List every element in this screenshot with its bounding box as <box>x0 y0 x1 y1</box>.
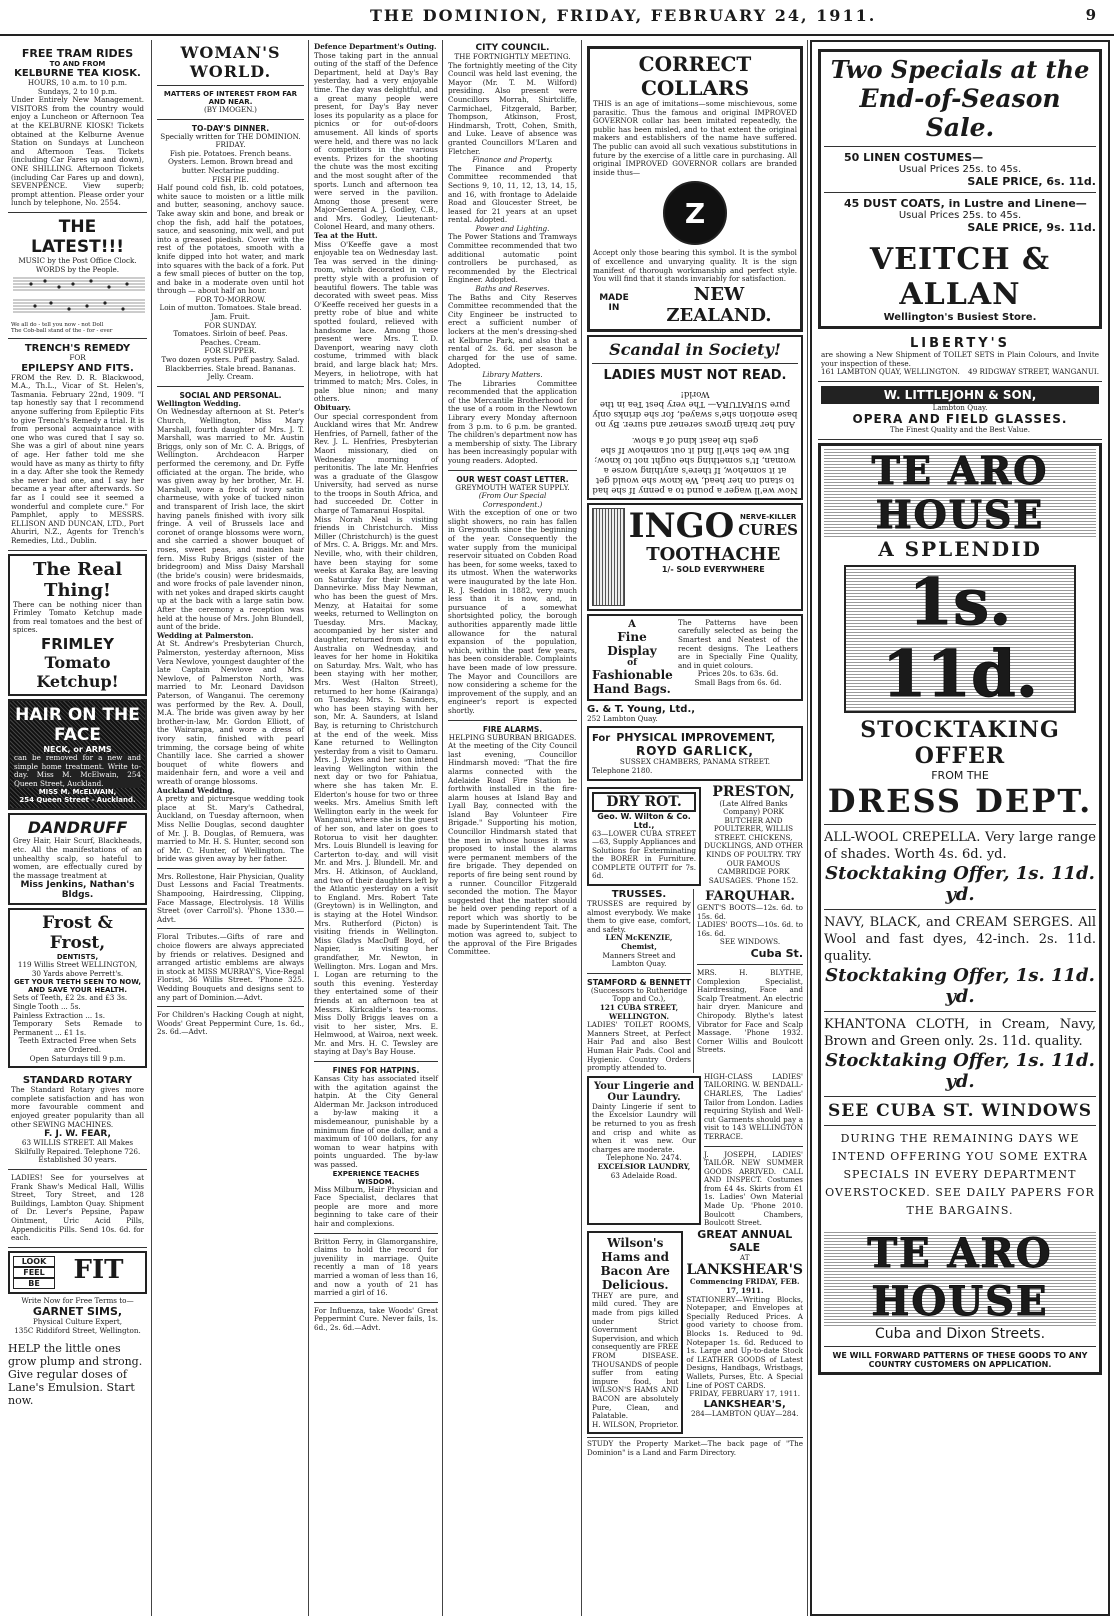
latest-words: WORDS by the People. <box>35 264 120 274</box>
handbags-right <box>678 619 798 696</box>
sale-address: 284—LAMBTON QUAY—284. <box>691 1408 799 1418</box>
frost-painless: Painless Extraction ... 1s. <box>13 1010 105 1020</box>
preston-body: (Late Alfred Banks Company) PORK BUTCHER AND POULTERER, WILLIS STREET. CHICKENS, DUCKLINGS, AND OTHER KINDS OF POULTRY. TRY OUR FAMOUS CAMBRIDGE PORK SAUSAGES. 'Phone 152. <box>704 798 803 885</box>
masthead <box>0 0 1114 36</box>
music-caption-1: We all do - tell you now - not Doll <box>11 322 104 329</box>
bags-small: Small Bags from 6s. 6d. <box>694 677 782 687</box>
sale-at: AT <box>739 1252 750 1262</box>
stamford-address: 121 CUBA STREET, WELLINGTON. <box>599 1003 679 1021</box>
fish-pie-heading: FISH PIE. <box>212 174 249 184</box>
frimley-ad <box>8 554 147 696</box>
ingo-ad <box>587 503 803 611</box>
collars-body: THIS is an age of imitations—some mischievous, some parasitic. Thus the famous and original IMPROVED GOVERNOR collar has been imitated repeatedly, the public has been misled, and to that extent the original makers and establishers of the name have suffered. The public can avoid all such vexatious substitutions in future by the exercise of a little care in purchasing. All original IMPROVED GOVERNOR collars are branded inside thus— <box>593 99 797 177</box>
ladies-medical-ad: LADIES! See for yourselves at Frank Shaw's Medical Hall, Willis Street, Tory Street, and 128 Buildings, Lambton Quay. Shipment of Dr. Lever's Pepsine, Papaw Ointment, Uric Acid Pills, Appendicitis Pills. Send 10s. 6d. for each. <box>8 1170 147 1248</box>
column-6-advertisements <box>810 40 1110 1616</box>
tomorrow-heading: FOR TO-MORROW. <box>195 294 266 304</box>
fit-address: 135C Riddiford Street, Wellington. <box>14 1325 141 1335</box>
littlejohn-sub: The Finest Quality and the Best Value. <box>889 425 1031 435</box>
trench-title: TRENCH'S REMEDY <box>24 343 131 355</box>
hatpins-heading: FINES FOR HATPINS. <box>332 1066 420 1076</box>
page-number: 9 <box>1085 6 1096 24</box>
council-heading: CITY COUNCIL. <box>475 43 550 53</box>
hair-name: MISS M. McELWAIN, <box>38 788 117 797</box>
liberty-addresses <box>821 368 1099 377</box>
column-5-advertisements <box>583 40 808 1616</box>
handbags-ad <box>587 614 803 701</box>
remaining-days: DURING THE REMAINING DAYS WE INTEND OFFERING YOU SOME EXTRA SPECIALS IN EVERY DEPARTMENT OVERSTOCKED. SEE DAILY PAPERS FOR THE BARGAINS. <box>825 1131 1095 1217</box>
study-property: STUDY the Property Market—The back page of "The Dominion" is a Land and Farm Directory. <box>587 1439 803 1457</box>
column-4-city-council <box>444 40 582 1616</box>
friday-heading: FRIDAY. <box>215 140 246 150</box>
bags-address: 252 Lambton Quay. <box>587 713 658 723</box>
dandruff-body: Grey Hair, Hair Scurf, Blackheads, etc. All the manifestations of an unhealthy scalp, so hateful to women, are effectually cured by the massage treatment at <box>13 836 142 880</box>
personal-notes: Miss Norah Neal is visiting friends in Christchurch. Miss Miller (Christchurch) is the guest of Mrs. C. A. Briggs. Mr. and Mrs. Neville, who, with their children, have been staying for some weeks at Karaka Bay, are leaving on Saturday for their home at Dannevirke. Miss May Newman, who has been the guest of Mrs. Menzy, at Hataitai for some weeks, returned to Wellington on Tuesday. Mrs. Mackay, accompanied by her sister and daughter, returned from a visit to Australia on Wednesday, and leaves for her home in Hokitika on Saturday. Mrs. Walt, who has been staying with her mother, Mrs. West (Halton Street), returned to her home (Kairanga) on Tuesday. Mrs. S. Saunders, who has been staying with her son, Mr. A. Saunders, at Island Bay, is returning to Christchurch at the end of the week. Miss Kane returned to Wellington yesterday from a visit to Oamaru. Mrs. J. Dykes and her son intend leaving Wellington within the next day or two for Pahiatua, where she has taken Mr. E. Elderton's house for two or three weeks. Mrs. Amelius Smith left Wellington early in the week for Wanganui, where she is the guest of her son, and later on goes to Rotorua to visit her daughter. Mrs. Louis Blundell is leaving for Carterton to-day, and will visit Mr. and Mrs. J. Blundell. Mr. and Mrs. H. Atkinson, of Auckland, and two of their daughters left by the Atlantic yesterday on a visit to England. Mrs. Robert Tate (Greytown) is in Wellington, and is staying at the Hotel Windsor. Mrs. Rutherford (Picton) is visiting friends in Wellington. Miss Gladys MacDuff Boyd, of Napier, is visiting her grandfather, Mr. Newton, in Wellington. Mrs. Logan and Mrs. I. Logan are returning to the south this evening. Yesterday they entertained some of their friends at an afternoon tea at Messrs. Kirkcaldie's tea-rooms. Miss Dolly Briggs leaves on a visit to her sister, Mrs. E. Helmwood, at Wairoa, next week. Mr. and Mrs. H. C. Tewsley are staying at Day's Bay House. <box>314 514 438 1057</box>
hair-address: 254 Queen Street - Auckland. <box>19 796 136 805</box>
floral-advt: Floral Tributes.—Gifts of rare and choice flowers are always appreciated by friends or relatives. Designed and arranged artistic emblems are always in stock at MISS MURRAY'S, Vice-Regal Florist, 36 Willis Street. 'Phone 325. Wedding Bouquets and designs sent to any part of Dominion.—Advt. <box>157 932 304 1002</box>
collars-logo-wrap <box>593 181 797 245</box>
lingerie-address: 63 Adelaide Road. <box>610 1170 678 1180</box>
te-aro-title-2: TE ARO HOUSE <box>824 1230 1096 1326</box>
council-sub: THE FORTNIGHTLY MEETING. <box>454 52 571 61</box>
scandal-title: Scandal in Society! <box>609 339 781 359</box>
bags-fine: Fine Display <box>607 629 657 658</box>
collars-title: CORRECT COLLARS <box>638 52 752 100</box>
frost-dentist-ad <box>8 908 147 1068</box>
britton-ferry: Britton Ferry, in Glamorganshire, claims to hold the record for juvenility in marriage. Quite recently a man of 18 years married a woman of less than 16, and now a youth of 21 has married a girl of 16. <box>314 1236 438 1298</box>
fire-sub: HELPING SUBURBAN BRIGADES. <box>448 732 577 742</box>
collars-made <box>593 284 797 326</box>
new-zealand-label: NEW ZEALAND. <box>666 283 772 326</box>
dust-sale: SALE PRICE, 9s. 11d. <box>967 221 1096 234</box>
dinner-heading: TO-DAY'S DINNER. <box>191 123 270 133</box>
sale-body: STATIONERY—Writing Blocks, Notepaper, and Envelopes at Specially Reduced Prices. A good variety to choose from. Blocks 1s. Reduced to 9d. Notepaper 1s. 6d. Reduced to 1s. Large and Up-to-date Stock of LEATHER GOODS of Latest Designs, Handbags, Wristbags, Wallets, Purses, Etc. A Special Line of POST CARDS. <box>686 1294 803 1390</box>
physical-name: ROYD GARLICK, <box>636 744 754 759</box>
linen-sale: SALE PRICE, 6s. 11d. <box>967 175 1096 188</box>
real-thing-body: There can be nothing nicer than Frimley Tomato Ketchup made from real tomatoes and the best of spices. <box>13 599 142 635</box>
fish-pie-body: Half pound cold fish, lb. cold potatoes, white sauce to moisten or a little milk and butter, seasoning, anchovy sauce. Take away skin and bone, and break or chop the fish, add half the potatoes, sauce, and seasoning, mix well, and put into a greased piedish. Cover with the rest of the potatoes, smooth with a knife dipped into hot water, and mark into squares with the back of a fork. Put a few small pieces of butter on the top, and bake in a moderate oven until hot through — about half an hour. <box>157 183 304 296</box>
governor-logo-letter: Z <box>684 196 706 230</box>
tram-title: FREE TRAM RIDES <box>21 47 134 60</box>
womans-world-title: WOMAN'S WORLD. <box>180 43 281 81</box>
liberty-title: LIBERTY'S <box>910 336 1010 351</box>
sale-friday: FRIDAY, FEBRUARY 17, 1911. <box>689 1389 801 1399</box>
hutt-body: Miss O'Keeffe gave a most enjoyable tea on Wednesday last. Tea was served in the dining-room, which decorated in very pretty style with a profusion of beautiful flowers. The table was decorated with sweet peas. Miss O'Keeffe received her guests in a pretty robe of blue and white spotted foulard, relieved with handsome lace. Among those present were Mrs. T. D. Davenport, wearing navy cloth costume, trimmed with black braid, and large black hat; Mrs. Meyers, in heliotrope, with hat trimmed to match; Mrs. Coles, in pale blue ninon; and many others. <box>314 239 438 404</box>
experience-body: Miss Milburn, Hair Physician and Face Specialist, declares that people are more and more beginning to take care of their hair and complexions. <box>314 1184 438 1228</box>
trusses-name: LEN McKENZIE, Chemist, <box>605 933 673 952</box>
made-in-label: MADE IN <box>599 292 629 313</box>
physical-ad <box>587 726 803 780</box>
linen-title: 50 LINEN COSTUMES— <box>844 151 984 164</box>
power-body: The Power Stations and Tramways Committee recommended that two additional automatic point controllers be purchased, as recommended by the Electrical Engineer. Adopted. <box>448 232 577 285</box>
bags-a: A <box>628 618 636 630</box>
fit-look: LOOK <box>13 1256 55 1267</box>
lingerie-tel: Telephone No. 2474. <box>606 1153 682 1163</box>
trusses-farquhar-row <box>587 889 803 1073</box>
crepella-text: ALL-WOOL CREPELLA. Very large range of shades. Worth 4s. 6d. yd. <box>824 829 1096 862</box>
liberty-ad <box>818 332 1102 382</box>
lingerie-title: Your Lingerie and Our Laundry. <box>593 1080 695 1103</box>
farquhar-street: Cuba St. <box>750 947 803 961</box>
serges-text: NAVY, BLACK, and CREAM SERGES. All Wool and fast dyes, 42-inch. 2s. 11d. quality. <box>824 914 1096 964</box>
lankshear-ad <box>686 1228 803 1438</box>
fit-left <box>13 1256 55 1289</box>
supper-heading: FOR SUPPER. <box>204 346 257 356</box>
stamford-title: STAMFORD & BENNETT <box>587 977 691 987</box>
hair-ad <box>8 699 147 810</box>
rollestone-advt: Mrs. Rollestone, Hair Physician, Quality Dust Lessons and Facial Treatments. Shampooing, Hairdressing, Clipping, Face Massage, Electrolysis. 18 Willis Street (over Carroll's). 'Phone 1330.—Advt. <box>157 871 304 924</box>
fit-ad <box>8 1251 147 1294</box>
frost-dentists: DENTISTS, <box>56 953 99 962</box>
two-specials: Two Specials at the <box>830 55 1090 84</box>
obituary-heading: Obituary. <box>314 402 351 412</box>
rotary-body: The Standard Rotary gives more complete satisfaction and has won more favourable comment and enjoyed greater popularity than all other SEWING MACHINES. <box>11 1085 144 1129</box>
trench-ad <box>8 339 147 550</box>
tram-hours: HOURS, 10 a.m. to 10 p.m. Sundays, 2 to 10 p.m. <box>27 78 128 96</box>
dinner-written: Specially written for THE DOMINION. <box>160 131 301 141</box>
littlejohn-title: W. LITTLEJOHN & SON, <box>821 386 1099 404</box>
from-the: FROM THE <box>931 768 989 782</box>
trench-sub: EPILEPSY AND FITS. <box>21 362 134 374</box>
ingo-toothache: TOOTHACHE <box>646 543 781 565</box>
farquhar-title: FARQUHAR. <box>705 889 795 905</box>
fit-name: GARNET SIMS, <box>32 1305 123 1319</box>
dryrot-title: DRY ROT. <box>592 792 696 812</box>
children-cough-advt: For Children's Hacking Cough at night, Woods' Great Peppermint Cure, 1s. 6d., 2s. 6d.—Advt. <box>157 1010 304 1037</box>
khantona-text: KHANTONA CLOTH, in Cream, Navy, Brown and Green only. 2s. 11d. quality. <box>824 1016 1096 1049</box>
ingo-nerve: NERVE-KILLER <box>739 512 797 521</box>
governor-logo-icon <box>663 181 727 245</box>
te-aro-ad <box>818 443 1102 1375</box>
dryrot-preston-row <box>587 784 803 890</box>
ingo-stack <box>738 513 798 539</box>
greymouth-body: With the exception of one or two slight showers, no rain has fallen in Greymouth since the beginning of the year. Consequently the water supply from the municipal reservoir situated on Cobden Road has been, for some weeks, taxed to its utmost. When the waterworks were inaugurated by the late Hon. R. J. Seddon in 1882, very much less than it is now, and, in pursuance of a somewhat shortsighted policy, the borough authorities apparently made little allowance for the natural expansion of the population, which, within the past few years, has been considerable. Complaints have been made of low pressure. The Mayor and Councillors are now considering a scheme for the improvement of the supply, and an engineer's report is expected shortly. <box>448 508 577 715</box>
palmerston-wedding-heading: Wedding at Palmerston. <box>157 630 254 640</box>
collars-ad <box>587 46 803 332</box>
littlejohn-ad <box>818 382 1102 440</box>
dryrot-ad <box>587 787 701 887</box>
linen-usual: Usual Prices 25s. to 45s. <box>898 164 1022 175</box>
liberty-body: are showing a New Shipment of TOILET SETS in Plain Colours, and Invite your inspection of these. <box>821 350 1099 368</box>
frimley-brand: FRIMLEY <box>41 634 114 653</box>
end-season-ad <box>818 49 1102 329</box>
physical-title: PHYSICAL IMPROVEMENT, <box>616 731 776 745</box>
fit-word: FIT <box>73 1254 124 1285</box>
library-body: The Libraries Committee recommended that the application of the Mercantile Brotherhood for the use of a room in the Newtown Library every Monday afternoon from 3 p.m. to 6 p.m. be granted. The children's department now has a membership of sixty. The Library has been increasingly popular with young readers. Adopted. <box>448 378 578 465</box>
fire-body: At the meeting of the City Council last evening, Councillor Hindmarsh moved: "That the fire alarms connected with the Adelaide Road Fire Station be forthwith installed in the fire-alarm houses at Island Bay and Lyall Bay, connected with the Island Bay Volunteer Fire Brigade." Supporting his motion, Councillor Hindmarsh stated that the men in whose houses it was proposed to install the alarms were permanent members of the fire brigade. They depended on reports of fire being sent round by a runner. Councillor Fitzgerald seconded the motion. The Mayor suggested that the matter should be held over pending report of a report which was shortly to be made by Superintendent Tait. The motion was agreed to, subject to the approval of the Fire Brigades Committee. <box>448 741 577 957</box>
physical-line <box>592 731 798 744</box>
lingerie-body: Dainty Lingerie if sent to the Excelsior Laundry will be returned to you as fresh and crisp and white as when it was new. Our charges are moderate. <box>592 1101 696 1154</box>
frost-open: Open Saturdays till 9 p.m. <box>29 1053 126 1063</box>
handbags-left <box>592 619 672 696</box>
column-1-advertisements <box>4 40 152 1616</box>
scandal-ad <box>587 335 803 500</box>
council-body: The fortnightly meeting of the City Council was held last evening, the Mayor (Mr. T. M. Wilford) presiding. Also present were Councillors Morrah, Shirtcliffe, Carmichael, Fitzgerald, Barber, Thompson, Atkinson, Frost, Hindmarsh, Trott, Cohen, Smith, and Luke. Leave of absence was granted Councillors M'Laren and Fletcher. <box>448 60 577 156</box>
frost-sets: Sets of Teeth, £2 2s. and £3 3s. <box>13 993 128 1003</box>
power-heading: Power and Lighting. <box>475 223 550 233</box>
trench-body: FROM the Rev. D. R. Blackwood, M.A., Th.L., Vicar of St. Helen's, Tasmania. February 22nd, 1909. "I tap honestly say that I recommend anyone suffering from Epileptic Fits to give Trench's Remedy a trial. It is from personal acquaintance with one who was cured that I say so. She was a girl of about nine years of age. Her father told me she would have as many as thirty to fifty in a day. After she took the Remedy she never had one, and I say her became a year after afterwards. So far as I could see it seemed a wonderful and complete cure." For Pamphlet, apply to MESSRS. ELLISON AND DUNCAN, LTD., Port Ahuriri, N.Z., Agents for Trench's Remedies, Ltd., Dublin. <box>11 372 144 545</box>
physical-for: For <box>592 733 611 745</box>
frost-title: Frost & Frost, <box>42 913 113 954</box>
ketchup-title: Tomato Ketchup! <box>36 652 119 691</box>
khantona-offer: Stocktaking Offer, 1s. 11d. yd. <box>825 1049 1095 1092</box>
womans-world-subtitle: MATTERS OF INTEREST FROM FAR AND NEAR. <box>163 90 298 106</box>
latest-ad <box>8 213 147 339</box>
hatpins-body: Kansas City has associated itself with the agitation against the hatpin. At the City General Alderman Mr. Jackson introduced a by-law making it a misdemeanour, punishable by a minimum fine of one dollar, and a maximum of 100 dollars, for any woman to wear hatpins with points unguarded. The by-law was passed. <box>314 1074 438 1169</box>
bags-body: The Patterns have been carefully selected as being the Smartest and Neatest of the recent designs. The Leathers are in Specially Fine Quality, and in quiet colours. <box>678 617 798 670</box>
supper-body: Two dozen oysters. Puff pastry. Salad. Blackberries. Stale bread. Bananas. Jelly. Cream. <box>161 355 300 382</box>
west-coast-heading: OUR WEST COAST LETTER. <box>456 474 569 484</box>
column-3-social <box>310 40 443 1616</box>
wellington-wedding-body: On Wednesday afternoon at St. Peter's Church, Wellington, Miss Mary Marshall, fourth daughter of Mrs. J. T. Marshall, was married to Mr. Austin Briggs, only son of Mr. C. A. Briggs, of Wellington. Archdeacon Harper performed the ceremony, and Dr. Fyffe officiated at the organ. The bride, who was given away by her brother, Mr. H. Marshall, wore a frock of ivory satin charmeuse, with yoke of tucked ninon and transparent of Irish lace, the skirt having panels finished with ivory silk fringe. A veil of Brussels lace and coronet of orange blossoms were worn, and she carried a shower bouquet of roses, sweet peas, and maiden hair fern. Miss Ruby Briggs (sister of the bridegroom) and Miss Daisy Marshall (the bride's cousin) were bridesmaids, and wore frocks of pale lavender ninon, with net yokes and draped skirts caught up at the back with a large satin bow. After the ceremony a reception was held at the house of Mrs. John Blundell, aunt of the bride. <box>157 407 304 632</box>
veitch-allan: VEITCH & ALLAN <box>869 242 1051 312</box>
dust-title: 45 DUST COATS, in Lustre and Linene— <box>844 197 1087 210</box>
womans-world-byline: (BY IMOGEN.) <box>204 105 257 114</box>
frost-address: 119 Willis Street WELLINGTON, 30 Yards above Perrett's. <box>17 960 138 978</box>
hair-body: can be removed for a new and simple home treatment. Write to-day. Miss M. McElwain, 254 Queen Street, Auckland. <box>14 752 141 788</box>
liberty-address-2: 49 RIDGWAY STREET, WANGANUI. <box>968 367 1099 377</box>
ingo-price: 1/- SOLD EVERYWHERE <box>661 564 765 574</box>
liberty-address-1: 161 LAMBTON QUAY, WELLINGTON. <box>821 367 960 377</box>
friday-menu: Fish pie. Potatoes. French beans. Oysters. Lemon. Brown bread and butter. Nectarine pudding. <box>168 148 293 175</box>
joseph-tailor: J. JOSEPH, LADIES' TAILOR. NEW SUMMER GOODS ARRIVED. CALL AND INSPECT. Costumes from £4 4s. Skirts from £1 1s. Ladies' Own Material Made Up. 'Phone 2010. Boulcott Chambers, Boulcott Street. <box>704 1149 803 1228</box>
dress-dept: DRESS DEPT. <box>827 781 1093 820</box>
forward-patterns: WE WILL FORWARD PATTERNS OF THESE GOODS TO ANY COUNTRY CUSTOMERS ON APPLICATION. <box>832 1350 1088 1369</box>
ingo-text <box>628 505 798 606</box>
latest-title: THE LATEST!!! <box>31 216 124 257</box>
sunday-body: Tomatoes. Sirloin of beef. Peas. Peaches. Cream. <box>173 329 288 347</box>
latest-sub: MUSIC by the Post Office Clock. <box>18 255 137 265</box>
hair-sub: NECK, or ARMS <box>43 744 112 754</box>
rotary-address: 63 WILLIS STREET. All Makes Skilfully Repaired. Telephone 726. Established 30 years. <box>14 1138 141 1165</box>
experience-heading: EXPERIENCE TEACHES WISDOM. <box>332 1169 420 1186</box>
dust-usual: Usual Prices 25s. to 45s. <box>898 210 1022 221</box>
high-class-tailor: HIGH-CLASS LADIES' TAILORING. W. BENDALL-CHARLES, The Ladies' Tailor from London. Ladies requiring Stylish and Well-cut Garments should pay a visit to 143 WELLINGTON TERRACE. <box>704 1071 803 1141</box>
trusses-address: Manners Street and Lambton Quay. <box>602 950 676 969</box>
upside-down-verse-2: Now we'll wager a pound to a penny If she had to stand on her head, We know she would get at it somehow, If there's anything worse a woman, It's something she ought not to know; But we bet she'll find it out somehow If she gets the least kind of a show. <box>592 434 798 495</box>
sale-lankshear: LANKSHEAR'S <box>686 1262 803 1279</box>
wilson-ad <box>587 1231 683 1435</box>
serges-offer: Stocktaking Offer, 1s. 11d. yd. <box>825 964 1095 1007</box>
tram-kiosk: KELBURNE TEA KIOSK. <box>14 68 141 79</box>
frost-single: Single Tooth ... 5s. <box>13 1002 81 1012</box>
lingerie-tailor-row <box>587 1073 803 1228</box>
influenza-advt: For Influenza, take Woods' Great Peppermint Cure. Never fails, 1s. 6d., 2s. 6d.—Advt. <box>314 1305 438 1332</box>
trusses-title: TRUSSES. <box>611 889 667 901</box>
littlejohn-quay: Lambton Quay. <box>932 402 988 412</box>
bags-fashion: Fashionable <box>592 667 673 682</box>
dandruff-ad <box>8 813 147 905</box>
tram-sub: TO AND FROM <box>49 60 106 68</box>
stamford-sub: (Successors to Rutheridge Topp and Co.), <box>590 985 688 1004</box>
frost-get-teeth: GET YOUR TEETH SEEN TO NOW, AND SAVE YOUR HEALTH. <box>13 978 142 995</box>
music-staff-icon <box>11 274 147 318</box>
hair-title: HAIR ON THE FACE <box>15 704 140 745</box>
sunday-heading: FOR SUNDAY. <box>204 320 257 330</box>
palmerston-wedding-body: At St. Andrew's Presbyterian Church, Palmerston, yesterday afternoon, Miss Vera Newlove, youngest daughter of the late Captain Newlove and Mrs. Newlove, of Palmerston North, was married to Mr. Leonard Davidson Paterson, of Wanganui. The ceremony was performed by the Rev. A. Doull, M.A. The bride was given away by her brother-in-law, Mr. Gordon Elliott, of the Wairarapa, and wore a dress of ivory satin, finished with pearl trimming, the corsage being of white Chantilly lace. She carried a shower bouquet of white flowers and maidenhair fern, and wore a veil and wreath of orange blossoms. <box>157 639 305 786</box>
column-2-womans-world <box>153 40 309 1616</box>
finance-heading: Finance and Property. <box>472 155 553 165</box>
fire-heading: FIRE ALARMS. <box>482 724 543 734</box>
veitch-sub: Wellington's Busiest Store. <box>883 312 1037 323</box>
rotary-title: STANDARD ROTARY <box>22 1075 133 1087</box>
tailors-ad <box>704 1073 803 1228</box>
collars-accept: Accept only those bearing this symbol. It is the symbol of excellence and unvarying quality. It is the sign manifest of thorough workmanship and perfect style. You will find that it stands invariably for satisfaction. <box>593 248 797 284</box>
farquhar-windows: SEE WINDOWS. <box>719 937 781 947</box>
wellington-wedding-heading: Wellington Wedding. <box>157 398 241 408</box>
farquhar-gents: GENT'S BOOTS—12s. 6d. to 15s. 6d. <box>697 903 803 921</box>
rotary-ad <box>8 1071 147 1170</box>
price-big: 1s. 11d. <box>844 565 1076 713</box>
ladies-must-not: LADIES MUST NOT READ. <box>603 367 787 383</box>
dryrot-body: 63—LOWER CUBA STREET—63, Supply Appliances and Solutions for Exterminating the BORER in Furniture. COMPLETE OUTFIT for 7s. 6d. <box>592 828 696 881</box>
library-heading: Library Matters. <box>482 369 543 379</box>
splendid: A SPLENDID <box>878 536 1042 561</box>
fit-be: BE <box>13 1278 55 1289</box>
fit-right <box>55 1256 142 1289</box>
real-thing-title: The Real Thing! <box>32 558 123 601</box>
defence-heading: Defence Department's Outing. <box>314 42 437 51</box>
end-season-sale: End-of-Season Sale. <box>859 84 1061 142</box>
obituary-body: Our special correspondent from Auckland wires that Mr. Andrew Henfries, of Parnell, father of the Rev. J. L. Henfries, Presbyterian Maori missionary, died on Wednesday morning of peritonitis. The late Mr. Henfries was a graduate of the Glasgow University, had served as nurse to the troops in South Africa, and had succeeded Dr. Cotter in charge of Tamaranui Hospital. <box>314 411 438 516</box>
bags-prices: Prices 20s. to 63s. 6d. <box>697 669 779 679</box>
baths-body: The Baths and City Reserves Committee recommended that the City Engineer be instructed to erect a sufficient number of lockers at the men's dressing-shed at Kelburne Park, and also that a rental of 2s. 6d. per season be charged for the use of same. Adopted. <box>448 292 577 371</box>
bags-hand: Hand Bags. <box>593 681 671 696</box>
hutt-heading: Tea at the Hutt. <box>314 231 378 241</box>
lingerie-name: EXCELSIOR LAUNDRY, <box>597 1161 691 1171</box>
stamford-body: LADIES' TOILET ROOMS, Manners Street, at Perfect Hair Pad and also Best Human Hair Pads. Cool and Hygienic. Country Orders promptly attended to. <box>587 1020 691 1073</box>
cuba-dixon: Cuba and Dixon Streets. <box>874 1325 1046 1342</box>
see-cuba-windows: SEE CUBA ST. WINDOWS <box>827 1100 1093 1121</box>
ingo-cures: CURES <box>738 520 798 539</box>
fit-tag: Physical Culture Expert, <box>32 1317 123 1327</box>
lane-emulsion-ad: HELP the little ones grow plump and strong. Give regular doses of Lane's Emulsion. Start now. <box>8 1341 143 1407</box>
frost-extracted: Teeth Extracted Free when Sets are Ordered. <box>18 1036 137 1055</box>
sale-name: LANKSHEAR'S, <box>703 1398 786 1410</box>
preston-ad <box>704 784 803 890</box>
preston-title: PRESTON, <box>712 783 795 800</box>
dandruff-name: Miss Jenkins, Nathan's Bldgs. <box>20 880 135 901</box>
blythe-ad: MRS. H. BLYTHE, Complexion Specialist, Hairdressing, Face and Scalp Treatment. An electric hair dryer. Manicure and Chiropody. Blythe's latest Vibrator for Face and Scalp Massage. 'Phone 1932. Corner Willis and Boulcott Streets. <box>697 968 803 1055</box>
frost-temporary: Temporary Sets Remade to Permanent ... £1 1s. <box>13 1019 142 1037</box>
bags-of: of <box>627 657 637 668</box>
ingo-title: INGO <box>628 505 735 546</box>
tram-ad <box>8 43 147 213</box>
sale-great: GREAT ANNUAL SALE <box>697 1227 793 1254</box>
lingerie-ad <box>587 1076 701 1225</box>
tram-body: Under Entirely New Management. VISITORS from the country would enjoy a Luncheon or Afternoon Tea at the KELBURNE KIOSK! Tickets obtained at the Kelburne Avenue Station on Sundays at Luncheon and Afternoon Teas. Tickets (including Car Fares up and down), ONE SHILLING. Afternoon Tickets (including Car Fares up and down), SEVENPENCE. View superb; prompt attention. Please order your lunch by telephone, No. 2554. <box>11 95 144 208</box>
greymouth-from: (From Our Special Correspondent.) <box>478 491 547 509</box>
farquhar-ladies: LADIES' BOOTS—10s. 6d. to 16s. 6d. <box>697 920 803 938</box>
bags-firm: G. & T. Young, Ltd., <box>587 703 696 715</box>
dandruff-title: DANDRUFF <box>27 818 128 838</box>
ingo-line <box>628 505 798 546</box>
wilson-lankshear-row <box>587 1228 803 1438</box>
music-caption-2: The Cob-ball stand of the - for - ever <box>11 328 113 335</box>
crepella-offer: Stocktaking Offer, 1s. 11d. yd. <box>825 862 1095 905</box>
wilson-sign: H. WILSON, Proprietor. <box>592 1419 679 1429</box>
auckland-wedding-heading: Auckland Wedding. <box>157 785 235 795</box>
wilson-body: THEY are pure, and mild cured. They are made from pigs killed under Strict Government Supervision, and which consequently are FREE FROM DISEASE. THOUSANDS of people suffer from eating impure food, but WILSON'S HAMS AND BACON are absolutely Pure, Clean, and Palatable. <box>592 1290 679 1421</box>
newspaper-title: THE DOMINION, FRIDAY, FEBRUARY 24, 1911. <box>370 6 877 25</box>
wilson-title: Wilson's Hams and Bacon Are Delicious. <box>600 1235 670 1292</box>
upside-down-verse-1: And her brain grows serener and surer. By no base emotion she's swayed, for she drinks only pure SURATURA— The very best Tea in the World! <box>592 388 798 429</box>
te-aro-title: TE ARO HOUSE <box>824 449 1096 537</box>
fit-feel: FEEL <box>13 1267 55 1278</box>
sale-date: Commencing FRIDAY, FEB. 17, 1911. <box>689 1277 800 1296</box>
rotary-dealer: F. J. W. FEAR, <box>44 1129 111 1140</box>
baths-heading: Baths and Reserves. <box>475 284 550 294</box>
physical-address: SUSSEX CHAMBERS, PANAMA STREET. <box>619 757 771 767</box>
stocktaking-offer: STOCKTAKING OFFER <box>860 716 1060 769</box>
littlejohn-opera: OPERA AND FIELD GLASSES. <box>852 412 1068 427</box>
trusses-body: TRUSSES are required by almost everybody. We make them to give ease, comfort, and safety. <box>587 899 691 934</box>
finance-body: The Finance and Property Committee recommended that Sections 9, 10, 11, 12, 13, 14, 15, and 16, with frontage to Adelaide Road and Gloucester Street, be leased for 21 years at an upset rental. Adopted. <box>448 163 577 225</box>
auckland-wedding-body: A pretty and picturesque wedding took place at St. Mary's Cathedral, Auckland, on Tuesday afternoon, when Miss Nellie Douglas, second daughter of Mr. J. B. Douglas, of Remuera, was married to Mr. H. S. Hunter, second son of Mr. C. Hunter, of Wellington. The bride was given away by her father. <box>157 794 304 864</box>
trench-for: FOR <box>69 353 86 363</box>
farquhar-ad <box>697 889 803 1073</box>
dryrot-firm: Geo. W. Wilton & Co. Ltd., <box>597 811 691 830</box>
fit-write: Write Now for Free Terms to— <box>21 1295 134 1305</box>
greymouth-heading: GREYMOUTH WATER SUPPLY. <box>455 482 570 492</box>
physical-tel: Telephone 2180. <box>592 765 653 775</box>
tomorrow-body: Loin of mutton. Tomatoes. Stale bread. Jam. Fruit. <box>159 303 302 322</box>
social-heading: SOCIAL AND PERSONAL. <box>179 390 282 400</box>
toothache-face-icon <box>592 508 625 606</box>
defence-body: Those taking part in the annual outing of the staff of the Defence Department, held at Day's Bay yesterday, had a very enjoyable time. The day was delightful, and a great many people were present, for Day's Bay never loses its popularity as a place for picnics or for out-of-doors amusement. All kinds of sports were held, and there was no lack of competitors in the various events. Prizes for the shooting the chute was the most exciting and the most sought after of the sports. Lunch and afternoon tea were served in the pavilion. Among those present were Major-General A. J. Godley, C.B., and Mrs. Godley, Lieutenant-Colonel Heard, and many others. <box>314 50 438 232</box>
trusses-ad <box>587 889 694 1073</box>
